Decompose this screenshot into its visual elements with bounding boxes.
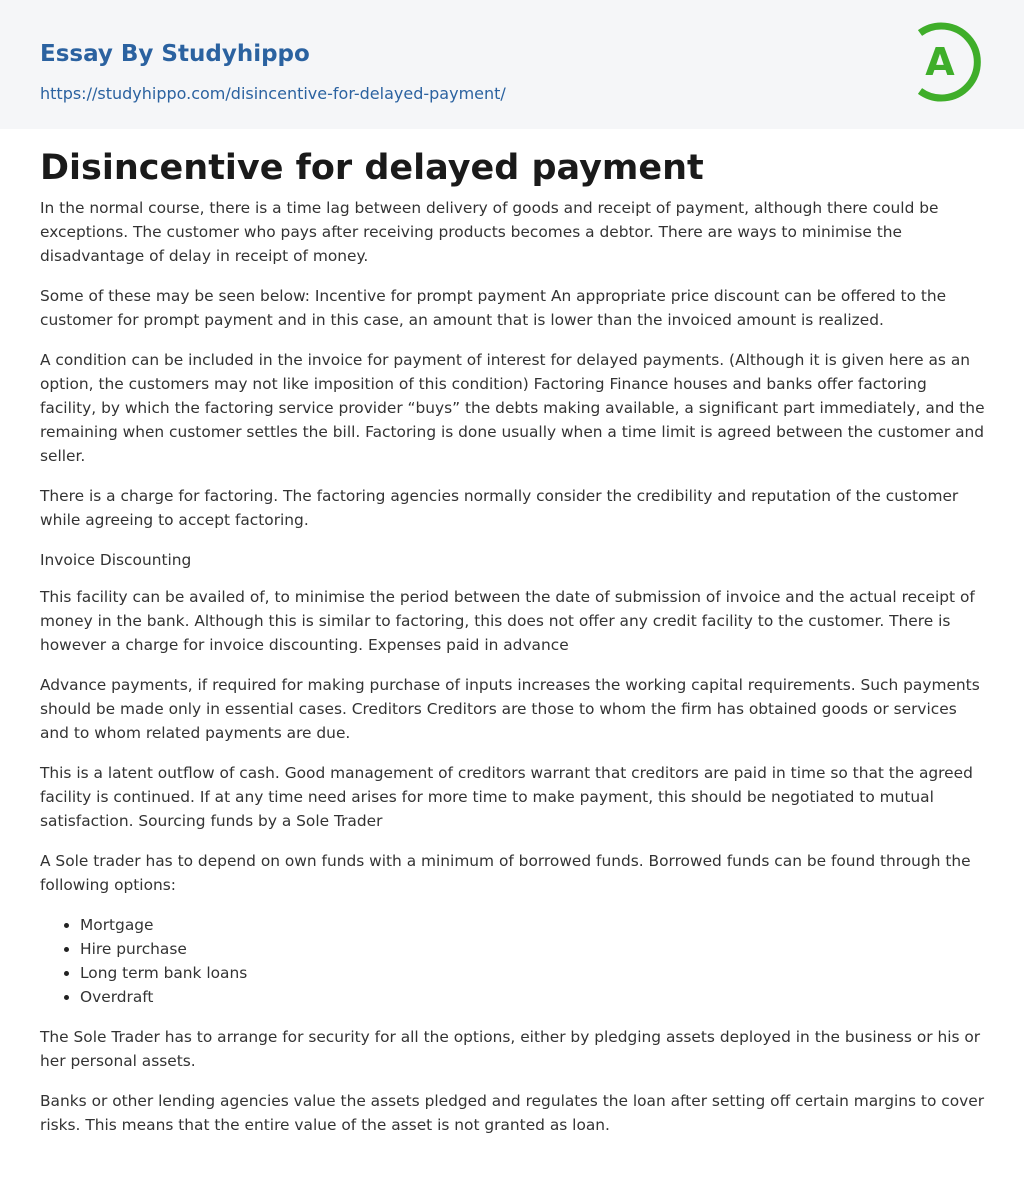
paragraph: A Sole trader has to depend on own funds with a minimum of borrowed funds. Borrowed funds can be found through the following options:: [40, 852, 971, 894]
subheading-invoice-discounting: Invoice Discounting: [40, 551, 192, 569]
paragraph: Advance payments, if required for making purchase of inputs increases the working capital requirements. Such payments should be made only in essential cases. Creditors Creditors are those to whom the firm has obtained goods or services and to whom related payments are due.: [40, 676, 980, 742]
site-header: [0, 0, 1024, 129]
article: [40, 146, 986, 1153]
paragraph: In the normal course, there is a time lag between delivery of goods and receipt of payment, although there could be exceptions. The customer who pays after receiving products becomes a debtor. There are ways to minimise the disadvantage of delay in receipt of money.: [40, 199, 939, 265]
paragraph: A condition can be included in the invoice for payment of interest for delayed payments. (Although it is given here as an option, the customers may not like imposition of this condition) Factoring Finance houses and banks offer factoring facility, by which the factoring service provider “buys” the debts making available, a significant part immediately, and the remaining when customer settles the bill. Factoring is done usually when a time limit is agreed between the customer and seller.: [40, 351, 985, 465]
logo-letter: A: [925, 40, 955, 84]
list-item: Hire purchase: [40, 937, 986, 961]
list-item: Long term bank loans: [40, 961, 986, 985]
paragraph: This is a latent outflow of cash. Good management of creditors warrant that creditors are paid in time so that the agreed facility is continued. If at any time need arises for more time to make payment, this should be negotiated to mutual satisfaction. Sourcing funds by a Sole Trader: [40, 764, 973, 830]
list-item: Mortgage: [40, 913, 986, 937]
studyhippo-logo-icon[interactable]: [912, 19, 986, 105]
page-title: Disincentive for delayed payment: [40, 148, 704, 188]
paragraph: The Sole Trader has to arrange for security for all the options, either by pledging assets deployed in the business or his or her personal assets.: [40, 1028, 981, 1070]
list-item: Overdraft: [40, 985, 986, 1009]
borrowing-options-list: [40, 913, 986, 1009]
paragraph: There is a charge for factoring. The factoring agencies normally consider the credibility and reputation of the customer while agreeing to accept factoring.: [40, 487, 959, 529]
article-url-link[interactable]: https://studyhippo.com/disincentive-for-delayed-payment/: [40, 84, 506, 103]
paragraph: This facility can be availed of, to minimise the period between the date of submission of invoice and the actual receipt of money in the bank. Although this is similar to factoring, this does not offer any credit facility to the customer. There is however a charge for invoice discounting. Expenses paid in advance: [40, 588, 975, 654]
brand-title[interactable]: Essay By Studyhippo: [40, 41, 310, 67]
paragraph: Banks or other lending agencies value the assets pledged and regulates the loan after setting off certain margins to cover risks. This means that the entire value of the asset is not granted as loan.: [40, 1092, 985, 1134]
paragraph: Some of these may be seen below: Incentive for prompt payment An appropriate price discount can be offered to the customer for prompt payment and in this case, an amount that is lower than the invoiced amount is realized.: [40, 287, 947, 329]
